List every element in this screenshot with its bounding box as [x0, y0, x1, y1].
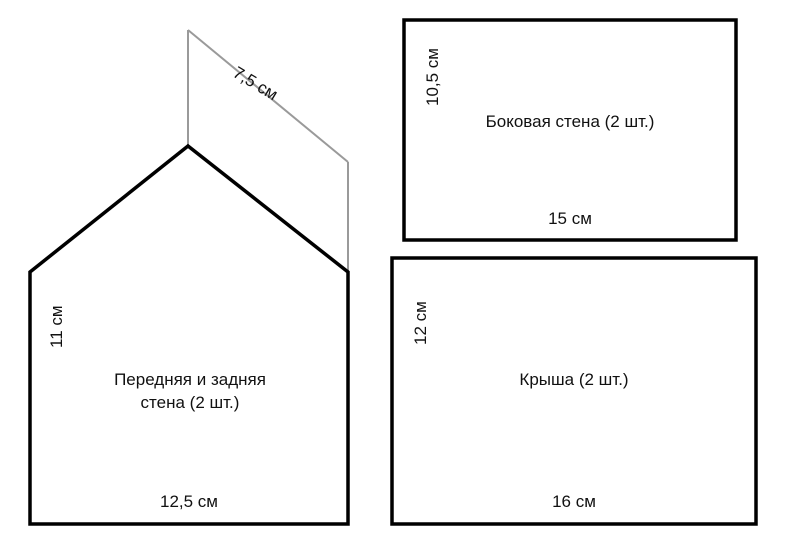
label-front-back-wall-name-line2: стена (2 шт.) — [140, 393, 240, 412]
label-roof-height: 12 см — [411, 301, 430, 345]
label-front-back-wall-width: 12,5 см — [160, 492, 218, 511]
label-roof-width: 16 см — [552, 492, 596, 511]
label-side-wall-height: 10,5 см — [423, 48, 442, 106]
shape-roof — [392, 258, 756, 524]
label-front-back-wall-height: 11 см — [47, 305, 66, 348]
label-roof-name: Крыша (2 шт.) — [519, 370, 629, 389]
shape-front-back-wall — [30, 146, 348, 524]
label-front-back-wall-name-line1: Передняя и задняя — [114, 370, 266, 389]
label-front-back-wall-slope: 7,5 см — [229, 62, 282, 105]
label-side-wall-name: Боковая стена (2 шт.) — [485, 112, 655, 131]
label-side-wall-width: 15 см — [548, 209, 592, 228]
